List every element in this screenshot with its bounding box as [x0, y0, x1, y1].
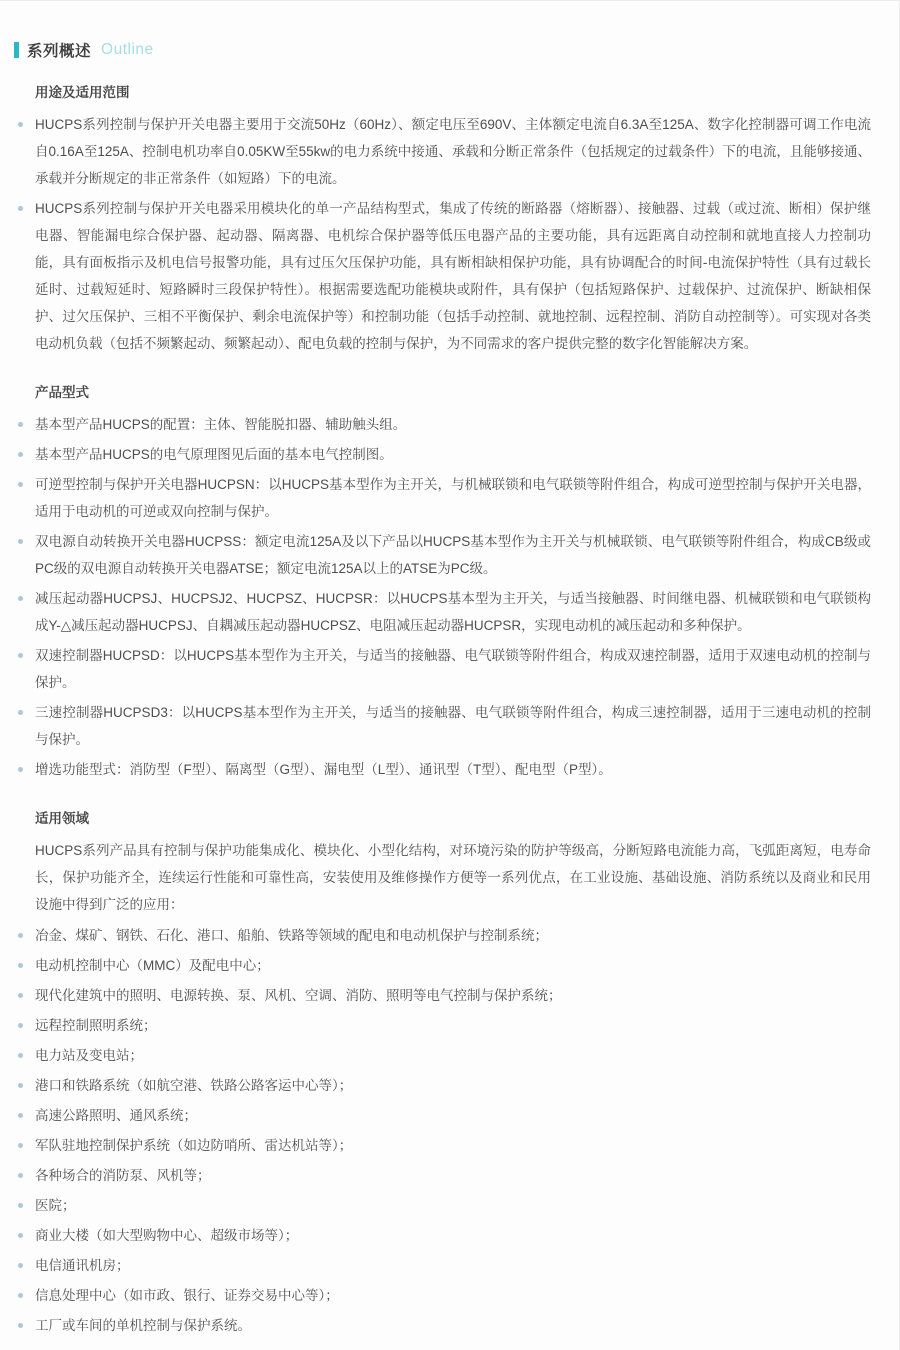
- page-title-en: Outline: [101, 41, 154, 58]
- section-heading: 适用领域: [35, 811, 89, 826]
- list-item: [35, 952, 871, 979]
- list-item: [35, 111, 871, 192]
- bullet-list: [35, 411, 871, 783]
- bullet-icon: [18, 1023, 23, 1028]
- list-item: [35, 441, 871, 468]
- list-item: [35, 1102, 871, 1129]
- section-heading: 用途及适用范围: [35, 85, 130, 100]
- list-item-text: 商业大楼（如大型购物中心、超级市场等）；: [35, 1228, 299, 1243]
- list-item: [35, 1042, 871, 1069]
- bullet-icon: [18, 206, 23, 211]
- bullet-icon: [18, 963, 23, 968]
- bullet-icon: [18, 122, 23, 127]
- list-item: [35, 471, 871, 525]
- list-item-text: 冶金、煤矿、钢铁、石化、港口、船舶、铁路等领域的配电和电动机保护与控制系统；: [35, 928, 548, 943]
- list-item: [35, 1222, 871, 1249]
- bullet-icon: [18, 1263, 23, 1268]
- list-item: [35, 1192, 871, 1219]
- bullet-icon: [18, 653, 23, 658]
- list-item-text: 基本型产品HUCPS的电气原理图见后面的基本电气控制图。: [35, 447, 393, 462]
- section: [35, 809, 871, 1339]
- page-header: [14, 39, 899, 61]
- list-item-text: 电力站及变电站；: [35, 1048, 143, 1063]
- list-item-text: HUCPS系列控制与保护开关电器采用模块化的单一产品结构型式，集成了传统的断路器（熔断器）、接触器、过载（或过流、断相）保护继电器、智能漏电综合保护器、起动器、隔离器、电机综合保护器等低压电器产品的主要功能，具有远距离自动控制和就地直接人力控制功能，具有面板指示及机电信号报警功能，具有过压欠压保护功能，具有断相缺相保护功能，具有协调配合的时间-电流保护特性（具有过载长延时、过载短延时、短路瞬时三段保护特性）。根据需要选配功能模块或附件，具有保护（包括短路保护、过载保护、过流保护、断缺相保护、过欠压保护、三相不平衡保护、剩余电流保护等）和控制功能（包括手动控制、就地控制、远程控制、消防自动控制等）。可实现对各类电动机负载（包括不频繁起动、频繁起动）、配电负载的控制与保护，为不同需求的客户提供完整的数字化智能解决方案。: [35, 201, 871, 351]
- bullet-icon: [18, 1173, 23, 1178]
- list-item-text: 医院；: [35, 1198, 76, 1213]
- list-item: [35, 642, 871, 696]
- bullet-icon: [18, 1053, 23, 1058]
- bullet-icon: [18, 539, 23, 544]
- page-title-cn: 系列概述: [27, 43, 92, 60]
- list-item: [35, 1312, 871, 1339]
- list-item-text: 工厂或车间的单机控制与保护系统。: [35, 1318, 251, 1333]
- list-item-text: 双速控制器HUCPSD：以HUCPS基本型作为主开关，与适当的接触器、电气联锁等附件组合，构成双速控制器，适用于双速电动机的控制与保护。: [35, 648, 871, 690]
- bullet-icon: [18, 452, 23, 457]
- list-item: [35, 1162, 871, 1189]
- list-item-text: 减压起动器HUCPSJ、HUCPSJ2、HUCPSZ、HUCPSR：以HUCPS基本型为主开关，与适当接触器、时间继电器、机械联锁和电气联锁构成Y-△减压起动器HUCPSJ、自耦减压起动器HUCPSZ、电阻减压起动器HUCPSR，实现电动机的减压起动和多种保护。: [35, 591, 871, 633]
- list-item-text: 三速控制器HUCPSD3：以HUCPS基本型作为主开关，与适当的接触器、电气联锁等附件组合，构成三速控制器，适用于三速电动机的控制与保护。: [35, 705, 871, 747]
- sections-container: [0, 61, 899, 1339]
- list-item: [35, 982, 871, 1009]
- accent-bar-icon: [14, 42, 19, 58]
- list-item: [35, 922, 871, 949]
- list-item-text: 双电源自动转换开关电器HUCPSS：额定电流125A及以下产品以HUCPS基本型作为主开关与机械联锁、电气联锁等附件组合，构成CB级或PC级的双电源自动转换开关电器ATSE；额定电流125A以上的ATSE为PC级。: [35, 534, 871, 576]
- bullet-icon: [18, 1113, 23, 1118]
- list-item: [35, 1252, 871, 1279]
- list-item: [35, 1012, 871, 1039]
- bullet-icon: [18, 993, 23, 998]
- list-item-text: 远程控制照明系统；: [35, 1018, 157, 1033]
- section-intro: HUCPS系列产品具有控制与保护功能集成化、模块化、小型化结构，对环境污染的防护等级高，分断短路电流能力高，飞弧距离短，电寿命长，保护功能齐全，连续运行性能和可靠性高，安装使用及维修操作方便等一系列优点，在工业设施、基础设施、消防系统以及商业和民用设施中得到广泛的应用：: [35, 843, 871, 912]
- section: [35, 383, 871, 783]
- list-item: [35, 585, 871, 639]
- bullet-icon: [18, 1293, 23, 1298]
- bullet-icon: [18, 710, 23, 715]
- list-item-text: 军队驻地控制保护系统（如边防哨所、雷达机站等）；: [35, 1138, 353, 1153]
- list-item-text: 港口和铁路系统（如航空港、铁路公路客运中心等）；: [35, 1078, 353, 1093]
- section-heading: 产品型式: [35, 385, 89, 400]
- list-item: [35, 411, 871, 438]
- bullet-icon: [18, 767, 23, 772]
- list-item-text: 可逆型控制与保护开关电器HUCPSN：以HUCPS基本型作为主开关，与机械联锁和电气联锁等附件组合，构成可逆型控制与保护开关电器，适用于电动机的可逆或双向控制与保护。: [35, 477, 871, 519]
- bullet-icon: [18, 422, 23, 427]
- bullet-list: [35, 922, 871, 1339]
- bullet-icon: [18, 1203, 23, 1208]
- list-item: [35, 699, 871, 753]
- list-item-text: 各种场合的消防泵、风机等；: [35, 1168, 211, 1183]
- bullet-icon: [18, 1083, 23, 1088]
- list-item: [35, 1282, 871, 1309]
- list-item-text: HUCPS系列控制与保护开关电器主要用于交流50Hz（60Hz）、额定电压至690V、主体额定电流自6.3A至125A、数字化控制器可调工作电流自0.16A至125A、控制电机功率自0.05KW至55kw的电力系统中接通、承载和分断正常条件（包括规定的过载条件）下的电流，且能够接通、承载并分断规定的非正常条件（如短路）下的电流。: [35, 117, 871, 186]
- bullet-icon: [18, 1323, 23, 1328]
- bullet-icon: [18, 1143, 23, 1148]
- list-item-text: 高速公路照明、通风系统；: [35, 1108, 197, 1123]
- list-item-text: 电信通讯机房；: [35, 1258, 130, 1273]
- section: [35, 83, 871, 357]
- bullet-icon: [18, 1233, 23, 1238]
- bullet-list: [35, 111, 871, 357]
- document-page: [0, 1, 899, 1339]
- list-item: [35, 195, 871, 357]
- list-item: [35, 1132, 871, 1159]
- bullet-icon: [18, 596, 23, 601]
- list-item-text: 增选功能型式：消防型（F型）、隔离型（G型）、漏电型（L型）、通讯型（T型）、配电型（P型）。: [35, 762, 612, 777]
- bullet-icon: [18, 482, 23, 487]
- list-item-text: 信息处理中心（如市政、银行、证券交易中心等）；: [35, 1288, 339, 1303]
- bullet-icon: [18, 933, 23, 938]
- list-item-text: 现代化建筑中的照明、电源转换、泵、风机、空调、消防、照明等电气控制与保护系统；: [35, 988, 562, 1003]
- list-item: [35, 528, 871, 582]
- list-item-text: 基本型产品HUCPS的配置：主体、智能脱扣器、辅助触头组。: [35, 417, 407, 432]
- list-item: [35, 1072, 871, 1099]
- list-item: [35, 756, 871, 783]
- list-item-text: 电动机控制中心（MMC）及配电中心；: [35, 958, 270, 973]
